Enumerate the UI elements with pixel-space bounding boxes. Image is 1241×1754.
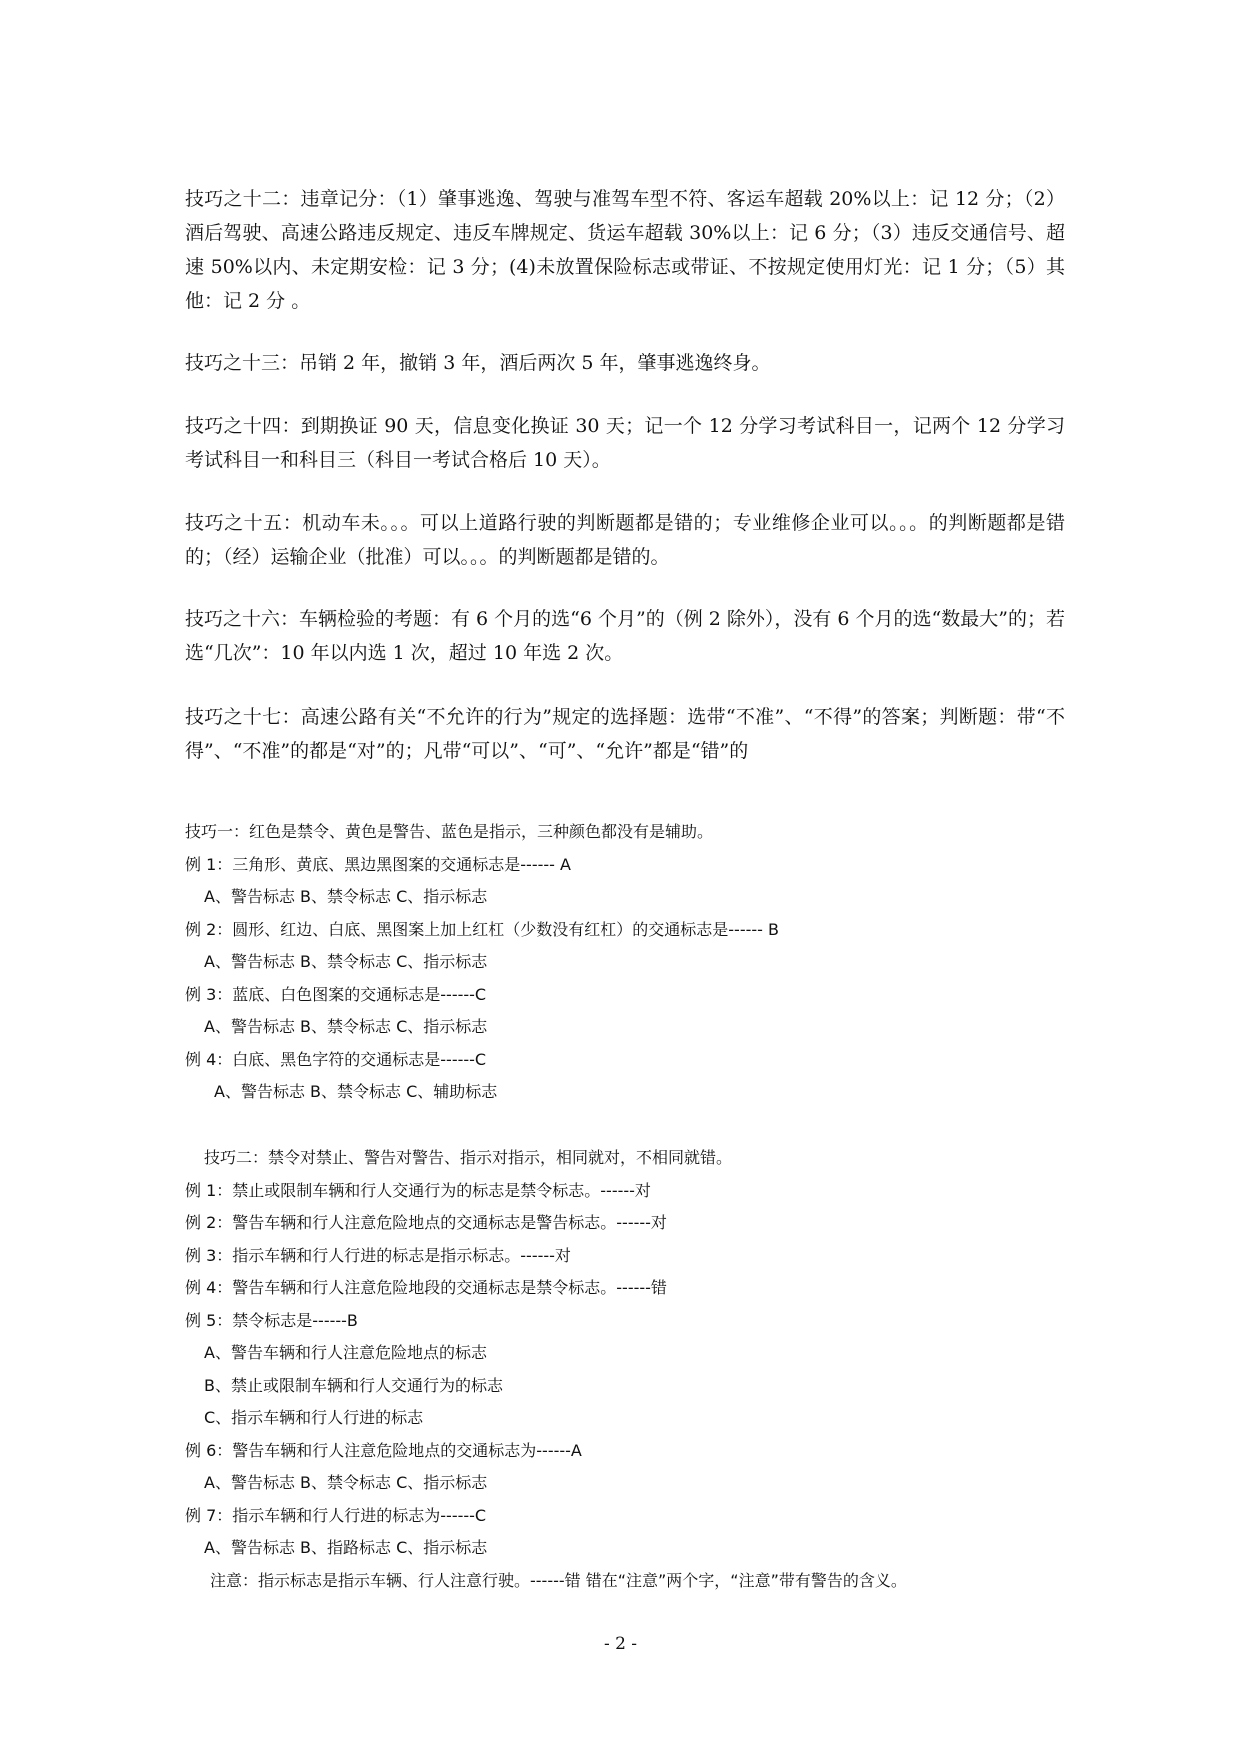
example-line: 例 1：禁止或限制车辆和行人交通行为的标志是禁令标志。------对 [185,1181,651,1200]
tip-16-paragraph: 技巧之十六：车辆检验的考题：有 6 个月的选“6 个月”的（例 2 除外），没有 6 个月的选“数最大”的；若选“几次”：10 年以内选 1 次，超过 10 年选 2 次。 [185,608,1065,664]
example-line: 例 4：白底、黑色字符的交通标志是------C [185,1050,487,1069]
tip-13-paragraph: 技巧之十三：吊销 2 年，撤销 3 年，酒后两次 5 年，肇事逃逸终身。 [185,352,771,374]
tip-14-paragraph: 技巧之十四：到期换证 90 天，信息变化换证 30 天；记一个 12 分学习考试科目一，记两个 12 分学习考试科目一和科目三（科目一考试合格后 10 天）。 [185,415,1065,471]
example-line: 例 6：警告车辆和行人注意危险地点的交通标志为------A [185,1441,582,1460]
example-line: 例 2：圆形、红边、白底、黑图案上加上红杠（少数没有红杠）的交通标志是------ B [185,920,779,939]
example-line: 例 7：指示车辆和行人行进的标志为------C [185,1506,487,1525]
tip-15-paragraph: 技巧之十五：机动车未。。。可以上道路行驶的判断题都是错的；专业维修企业可以。。。的判断题都是错的；（经）运输企业（批准）可以。。。的判断题都是错的。 [185,512,1065,568]
example-line: 例 1：三角形、黄底、黑边黑图案的交通标志是------ A [185,855,571,874]
option-line: A、警告标志 B、禁令标志 C、指示标志 [204,887,488,906]
option-line: A、警告车辆和行人注意危险地点的标志 [204,1343,487,1362]
option-line: A、警告标志 B、禁令标志 C、指示标志 [204,1473,488,1492]
example-line: 例 3：蓝底、白色图案的交通标志是------C [185,985,487,1004]
option-line: A、警告标志 B、禁令标志 C、指示标志 [204,1017,488,1036]
note-line: 注意：指示标志是指示车辆、行人注意行驶。------错 错在“注意”两个字，“注意”带有警告的含义。 [210,1571,907,1590]
page-number: - 2 - [603,1634,638,1654]
tip-17-paragraph: 技巧之十七：高速公路有关“不允许的行为”规定的选择题：选带“不准”、“不得”的答案；判断题：带“不得”、“不准”的都是“对”的；凡带“可以”、“可”、“允许”都是“错”的 [185,706,1065,762]
option-line: A、警告标志 B、禁令标志 C、指示标志 [204,952,488,971]
tip-1-heading: 技巧一：红色是禁令、黄色是警告、蓝色是指示，三种颜色都没有是辅助。 [185,822,714,841]
example-line: 例 3：指示车辆和行人行进的标志是指示标志。------对 [185,1246,571,1265]
example-line: 例 4：警告车辆和行人注意危险地段的交通标志是禁令标志。------错 [185,1278,667,1297]
example-line: 例 2：警告车辆和行人注意危险地点的交通标志是警告标志。------对 [185,1213,667,1232]
option-line: C、指示车辆和行人行进的标志 [204,1408,424,1427]
option-line: B、禁止或限制车辆和行人交通行为的标志 [204,1376,503,1395]
option-line: A、警告标志 B、指路标志 C、指示标志 [204,1538,488,1557]
tip-12-paragraph: 技巧之十二：违章记分：（1）肇事逃逸、驾驶与准驾车型不符、客运车超载 20%以上：记 12 分；（2）酒后驾驶、高速公路违反规定、违反车牌规定、货运车超载 30%以上：记 6 分；（3）违反交通信号、超速 50%以内、未定期安检：记 3 分；(4)未放置保险标志或带证、不按规定使用灯光：记 1 分；（5）其他：记 2 分 。 [185,188,1065,312]
example-line: 例 5：禁令标志是------B [185,1311,358,1330]
tip-2-heading: 技巧二：禁令对禁止、警告对警告、指示对指示，相同就对，不相同就错。 [204,1148,733,1167]
option-line: A、警告标志 B、禁令标志 C、辅助标志 [214,1082,498,1101]
